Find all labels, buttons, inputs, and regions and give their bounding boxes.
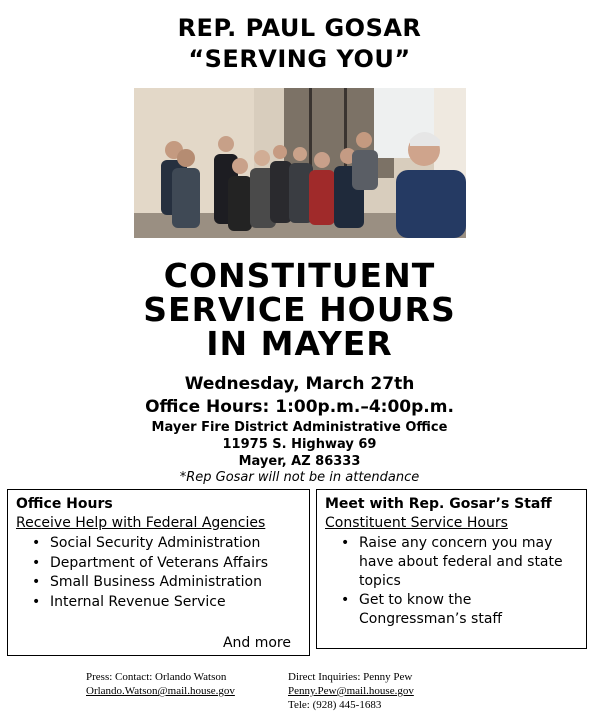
- staff-item-label: Raise any concern you may have about federal and state topics: [359, 535, 563, 589]
- agency-label: Small Business Administration: [50, 574, 262, 590]
- bullet-icon: •: [32, 554, 41, 571]
- attendance-note: *Rep Gosar will not be in attendance: [179, 470, 420, 485]
- staff-list: [325, 534, 574, 629]
- list-item: [325, 534, 574, 591]
- agency-label: Department of Veterans Affairs: [50, 554, 269, 571]
- bullet-icon: •: [341, 592, 350, 608]
- bullet-icon: •: [341, 535, 350, 551]
- and-more-text: And more: [222, 635, 291, 651]
- inquiries-contact: [288, 670, 414, 712]
- list-item: [16, 573, 268, 593]
- event-date: Wednesday, March 27th: [184, 374, 415, 394]
- office-hours-subtitle: Receive Help with Federal Agencies: [16, 515, 266, 531]
- headline-line-2: SERVICE HOURS: [143, 290, 456, 329]
- header-name: REP. PAUL GOSAR: [177, 14, 422, 42]
- list-item: [16, 593, 268, 613]
- list-item: [325, 591, 574, 629]
- agency-label: Social Security Administration: [50, 535, 261, 551]
- event-city: Mayer, AZ 86333: [238, 454, 361, 469]
- headline-line-3: IN MAYER: [206, 324, 393, 363]
- bullet-icon: •: [32, 535, 41, 551]
- inquiries-email-link[interactable]: Penny.Pew@mail.house.gov: [288, 685, 414, 697]
- header-tagline: “SERVING YOU”: [188, 45, 411, 73]
- list-item: [16, 554, 268, 574]
- headline-line-1: CONSTITUENT: [163, 256, 436, 295]
- inquiries-phone: Tele: (928) 445-1683: [288, 699, 382, 711]
- event-venue: Mayer Fire District Administrative Office: [151, 420, 448, 435]
- office-hours-title: Office Hours: [16, 496, 113, 512]
- staff-item-label: Get to know the Congressman’s staff: [359, 592, 503, 627]
- staff-box-subtitle: Constituent Service Hours: [325, 515, 508, 531]
- press-contact-label: Press: Contact: Orlando Watson: [86, 671, 227, 683]
- event-street: 11975 S. Highway 69: [222, 437, 377, 452]
- list-item: [16, 534, 268, 554]
- event-hours: Office Hours: 1:00p.m.–4:00p.m.: [145, 397, 454, 417]
- inquiries-label: Direct Inquiries: Penny Pew: [288, 671, 413, 683]
- staff-box-title: Meet with Rep. Gosar’s Staff: [325, 496, 552, 512]
- press-contact: [86, 670, 235, 698]
- agency-label: Internal Revenue Service: [50, 593, 226, 610]
- event-photo: [134, 88, 466, 238]
- office-hours-box: [7, 489, 310, 656]
- staff-box: [316, 489, 587, 649]
- bullet-icon: •: [32, 593, 41, 610]
- agency-list: [16, 534, 268, 612]
- press-email-link[interactable]: Orlando.Watson@mail.house.gov: [86, 685, 235, 697]
- bullet-icon: •: [32, 574, 41, 590]
